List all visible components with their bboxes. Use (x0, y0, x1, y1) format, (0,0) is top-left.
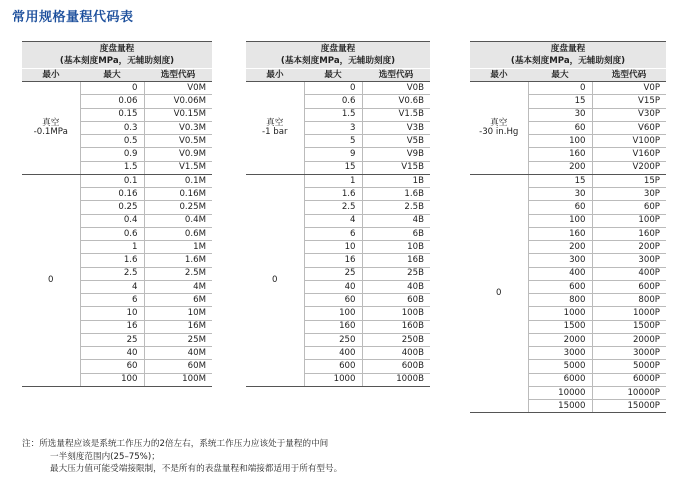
max-value-cell: 600 (528, 280, 592, 293)
model-code-cell: V9B (362, 148, 430, 161)
model-code-cell: 25B (362, 267, 430, 280)
model-code-cell: V0B (362, 82, 430, 95)
column-header-min: 最小 (470, 69, 528, 82)
max-value-cell: 60 (528, 201, 592, 214)
column-header-min: 最小 (22, 69, 80, 82)
model-code-cell: 600B (362, 360, 430, 373)
max-value-cell: 40 (304, 280, 362, 293)
model-code-cell: 15000P (592, 400, 666, 413)
max-value-cell: 0.15 (80, 108, 144, 121)
model-code-cell: 0.16M (144, 188, 212, 201)
max-value-cell: 0.4 (80, 214, 144, 227)
max-value-cell: 16 (304, 254, 362, 267)
table-group-header (246, 42, 430, 69)
min-value-cell (246, 82, 304, 175)
max-value-cell: 1.5 (80, 161, 144, 174)
max-value-cell: 100 (80, 373, 144, 386)
max-value-cell: 1.6 (80, 254, 144, 267)
model-code-cell: V5B (362, 135, 430, 148)
max-value-cell: 1.5 (304, 108, 362, 121)
column-header-code: 选型代码 (592, 69, 666, 82)
header-line-2: (基本刻度MPa，无辅助刻度) (280, 56, 396, 66)
model-code-cell: 4M (144, 280, 212, 293)
model-code-cell: 1.6M (144, 254, 212, 267)
model-code-cell: 40B (362, 280, 430, 293)
max-value-cell: 160 (528, 227, 592, 240)
model-code-cell: V15B (362, 161, 430, 174)
model-code-cell: 1000B (362, 373, 430, 386)
max-value-cell: 5000 (528, 360, 592, 373)
model-code-cell: 2000P (592, 333, 666, 346)
max-value-cell: 10000 (528, 386, 592, 399)
max-value-cell: 25 (304, 267, 362, 280)
min-value-line-1: 真空 (266, 118, 284, 129)
max-value-cell: 0.06 (80, 95, 144, 108)
model-code-cell: 100P (592, 214, 666, 227)
model-code-cell: 16B (362, 254, 430, 267)
max-value-cell: 0.16 (80, 188, 144, 201)
model-code-cell: 10M (144, 307, 212, 320)
model-code-cell: V60P (592, 121, 666, 134)
header-line-1: 度盘量程 (550, 44, 586, 54)
column-header-min: 最小 (246, 69, 304, 82)
model-code-cell: 5000P (592, 360, 666, 373)
model-code-cell: 250B (362, 333, 430, 346)
max-value-cell: 10 (304, 241, 362, 254)
min-value-cell (470, 174, 528, 413)
table-row (470, 174, 666, 187)
model-code-cell: 1000P (592, 307, 666, 320)
model-code-cell: V0P (592, 82, 666, 95)
max-value-cell: 160 (304, 320, 362, 333)
model-code-cell: 2.5M (144, 267, 212, 280)
model-code-cell: V0.5M (144, 135, 212, 148)
model-code-cell: 100B (362, 307, 430, 320)
max-value-cell: 0 (528, 82, 592, 95)
max-value-cell: 1 (304, 174, 362, 187)
table-row (470, 82, 666, 95)
max-value-cell: 400 (528, 267, 592, 280)
max-value-cell: 40 (80, 347, 144, 360)
max-value-cell: 250 (304, 333, 362, 346)
max-value-cell: 6 (304, 227, 362, 240)
min-value-line-1: 真空 (490, 118, 508, 129)
max-value-cell: 60 (80, 360, 144, 373)
max-value-cell: 0.6 (304, 95, 362, 108)
model-code-cell: 3000P (592, 347, 666, 360)
page-title: 常用规格量程代码表 (12, 10, 134, 25)
model-code-cell: 25M (144, 333, 212, 346)
model-code-cell: 40M (144, 347, 212, 360)
model-code-cell: V1.5B (362, 108, 430, 121)
model-code-cell: V15P (592, 95, 666, 108)
model-code-cell: 0.6M (144, 227, 212, 240)
max-value-cell: 1000 (304, 373, 362, 386)
model-code-cell: 400B (362, 347, 430, 360)
max-value-cell: 3 (304, 121, 362, 134)
min-value-line-2: -1 bar (261, 126, 288, 137)
max-value-cell: 60 (304, 294, 362, 307)
max-value-cell: 3000 (528, 347, 592, 360)
model-code-cell: 6B (362, 227, 430, 240)
model-code-cell: 200P (592, 241, 666, 254)
model-code-cell: V0.06M (144, 95, 212, 108)
max-value-cell: 2.5 (304, 201, 362, 214)
model-code-cell: 160B (362, 320, 430, 333)
model-code-cell: V3B (362, 121, 430, 134)
max-value-cell: 200 (528, 241, 592, 254)
model-code-cell: V0.6B (362, 95, 430, 108)
max-value-cell: 1000 (528, 307, 592, 320)
model-code-cell: 4B (362, 214, 430, 227)
max-value-cell: 5 (304, 135, 362, 148)
min-value-cell (22, 174, 80, 386)
model-code-cell: 60M (144, 360, 212, 373)
max-value-cell: 0.5 (80, 135, 144, 148)
min-value-line-1: 0 (496, 288, 502, 299)
max-value-cell: 6 (80, 294, 144, 307)
model-code-cell: 600P (592, 280, 666, 293)
model-code-cell: 0.1M (144, 174, 212, 187)
table-row (246, 174, 430, 187)
model-code-cell: V200P (592, 161, 666, 174)
header-line-2: (基本刻度MPa，无辅助刻度) (510, 56, 626, 66)
footnote-line-1: 注：所选量程应该是系统工作压力的2倍左右，系统工作压力应该处于量程的中间 (22, 439, 329, 449)
max-value-cell: 0.1 (80, 174, 144, 187)
model-code-cell: V0.3M (144, 121, 212, 134)
model-code-cell: 400P (592, 267, 666, 280)
max-value-cell: 800 (528, 294, 592, 307)
max-value-cell: 15 (304, 161, 362, 174)
model-code-cell: 1B (362, 174, 430, 187)
model-code-cell: 1.6B (362, 188, 430, 201)
footnote-line-2: 一半刻度范围内(25–75%)； (50, 451, 160, 462)
model-code-cell: V30P (592, 108, 666, 121)
model-code-cell: 0.25M (144, 201, 212, 214)
table-row (246, 82, 430, 95)
column-header-max: 最大 (304, 69, 362, 82)
model-code-cell: 10B (362, 241, 430, 254)
model-code-cell: V0.15M (144, 108, 212, 121)
max-value-cell: 0 (80, 82, 144, 95)
column-header-code: 选型代码 (362, 69, 430, 82)
model-code-cell: 160P (592, 227, 666, 240)
min-value-line-2: -0.1MPa (33, 126, 68, 137)
max-value-cell: 4 (304, 214, 362, 227)
max-value-cell: 100 (528, 135, 592, 148)
max-value-cell: 25 (80, 333, 144, 346)
header-line-2: (基本刻度MPa，无辅助刻度) (59, 56, 175, 66)
min-value-line-2: -30 in.Hg (479, 126, 519, 137)
max-value-cell: 0 (304, 82, 362, 95)
model-code-cell: 300P (592, 254, 666, 267)
model-code-cell: V160P (592, 148, 666, 161)
max-value-cell: 0.25 (80, 201, 144, 214)
model-code-cell: 1M (144, 241, 212, 254)
model-code-cell: 10000P (592, 386, 666, 399)
column-header-max: 最大 (528, 69, 592, 82)
model-code-cell: 15P (592, 174, 666, 187)
range-table-mpa (22, 41, 212, 387)
max-value-cell: 30 (528, 188, 592, 201)
max-value-cell: 100 (304, 307, 362, 320)
model-code-cell: 800P (592, 294, 666, 307)
min-value-line-1: 0 (272, 274, 278, 285)
table-group-header (22, 42, 212, 69)
max-value-cell: 1.6 (304, 188, 362, 201)
max-value-cell: 0.6 (80, 227, 144, 240)
model-code-cell: 16M (144, 320, 212, 333)
model-code-cell: 1500P (592, 320, 666, 333)
max-value-cell: 10 (80, 307, 144, 320)
model-code-cell: V100P (592, 135, 666, 148)
max-value-cell: 600 (304, 360, 362, 373)
model-code-cell: 0.4M (144, 214, 212, 227)
min-value-line-1: 真空 (42, 118, 60, 129)
max-value-cell: 2.5 (80, 267, 144, 280)
model-code-cell: 6M (144, 294, 212, 307)
max-value-cell: 15000 (528, 400, 592, 413)
model-code-cell: 30P (592, 188, 666, 201)
max-value-cell: 9 (304, 148, 362, 161)
max-value-cell: 16 (80, 320, 144, 333)
column-header-max: 最大 (80, 69, 144, 82)
min-value-cell (22, 82, 80, 175)
max-value-cell: 30 (528, 108, 592, 121)
model-code-cell: V0.9M (144, 148, 212, 161)
max-value-cell: 160 (528, 148, 592, 161)
table-row (22, 82, 212, 95)
model-code-cell: 60B (362, 294, 430, 307)
min-value-cell (470, 82, 528, 175)
table-group-header (470, 42, 666, 69)
table-row (22, 174, 212, 187)
range-table-bar (246, 41, 430, 387)
header-line-1: 度盘量程 (320, 44, 356, 54)
max-value-cell: 300 (528, 254, 592, 267)
range-table-inhg (470, 41, 666, 413)
footnote-line-3: 最大压力值可能受端接限制，不是所有的表盘量程和端接都适用于所有型号。 (50, 464, 343, 474)
model-code-cell: 6000P (592, 373, 666, 386)
max-value-cell: 1500 (528, 320, 592, 333)
min-value-line-1: 0 (48, 274, 54, 285)
column-header-code: 选型代码 (144, 69, 212, 82)
model-code-cell: 100M (144, 373, 212, 386)
max-value-cell: 2000 (528, 333, 592, 346)
max-value-cell: 6000 (528, 373, 592, 386)
model-code-cell: V1.5M (144, 161, 212, 174)
max-value-cell: 15 (528, 95, 592, 108)
max-value-cell: 400 (304, 347, 362, 360)
max-value-cell: 1 (80, 241, 144, 254)
max-value-cell: 100 (528, 214, 592, 227)
max-value-cell: 200 (528, 161, 592, 174)
model-code-cell: 2.5B (362, 201, 430, 214)
max-value-cell: 15 (528, 174, 592, 187)
max-value-cell: 60 (528, 121, 592, 134)
max-value-cell: 4 (80, 280, 144, 293)
model-code-cell: 60P (592, 201, 666, 214)
min-value-cell (246, 174, 304, 386)
model-code-cell: V0M (144, 82, 212, 95)
max-value-cell: 0.3 (80, 121, 144, 134)
max-value-cell: 0.9 (80, 148, 144, 161)
header-line-1: 度盘量程 (99, 44, 135, 54)
footnote (22, 438, 342, 476)
